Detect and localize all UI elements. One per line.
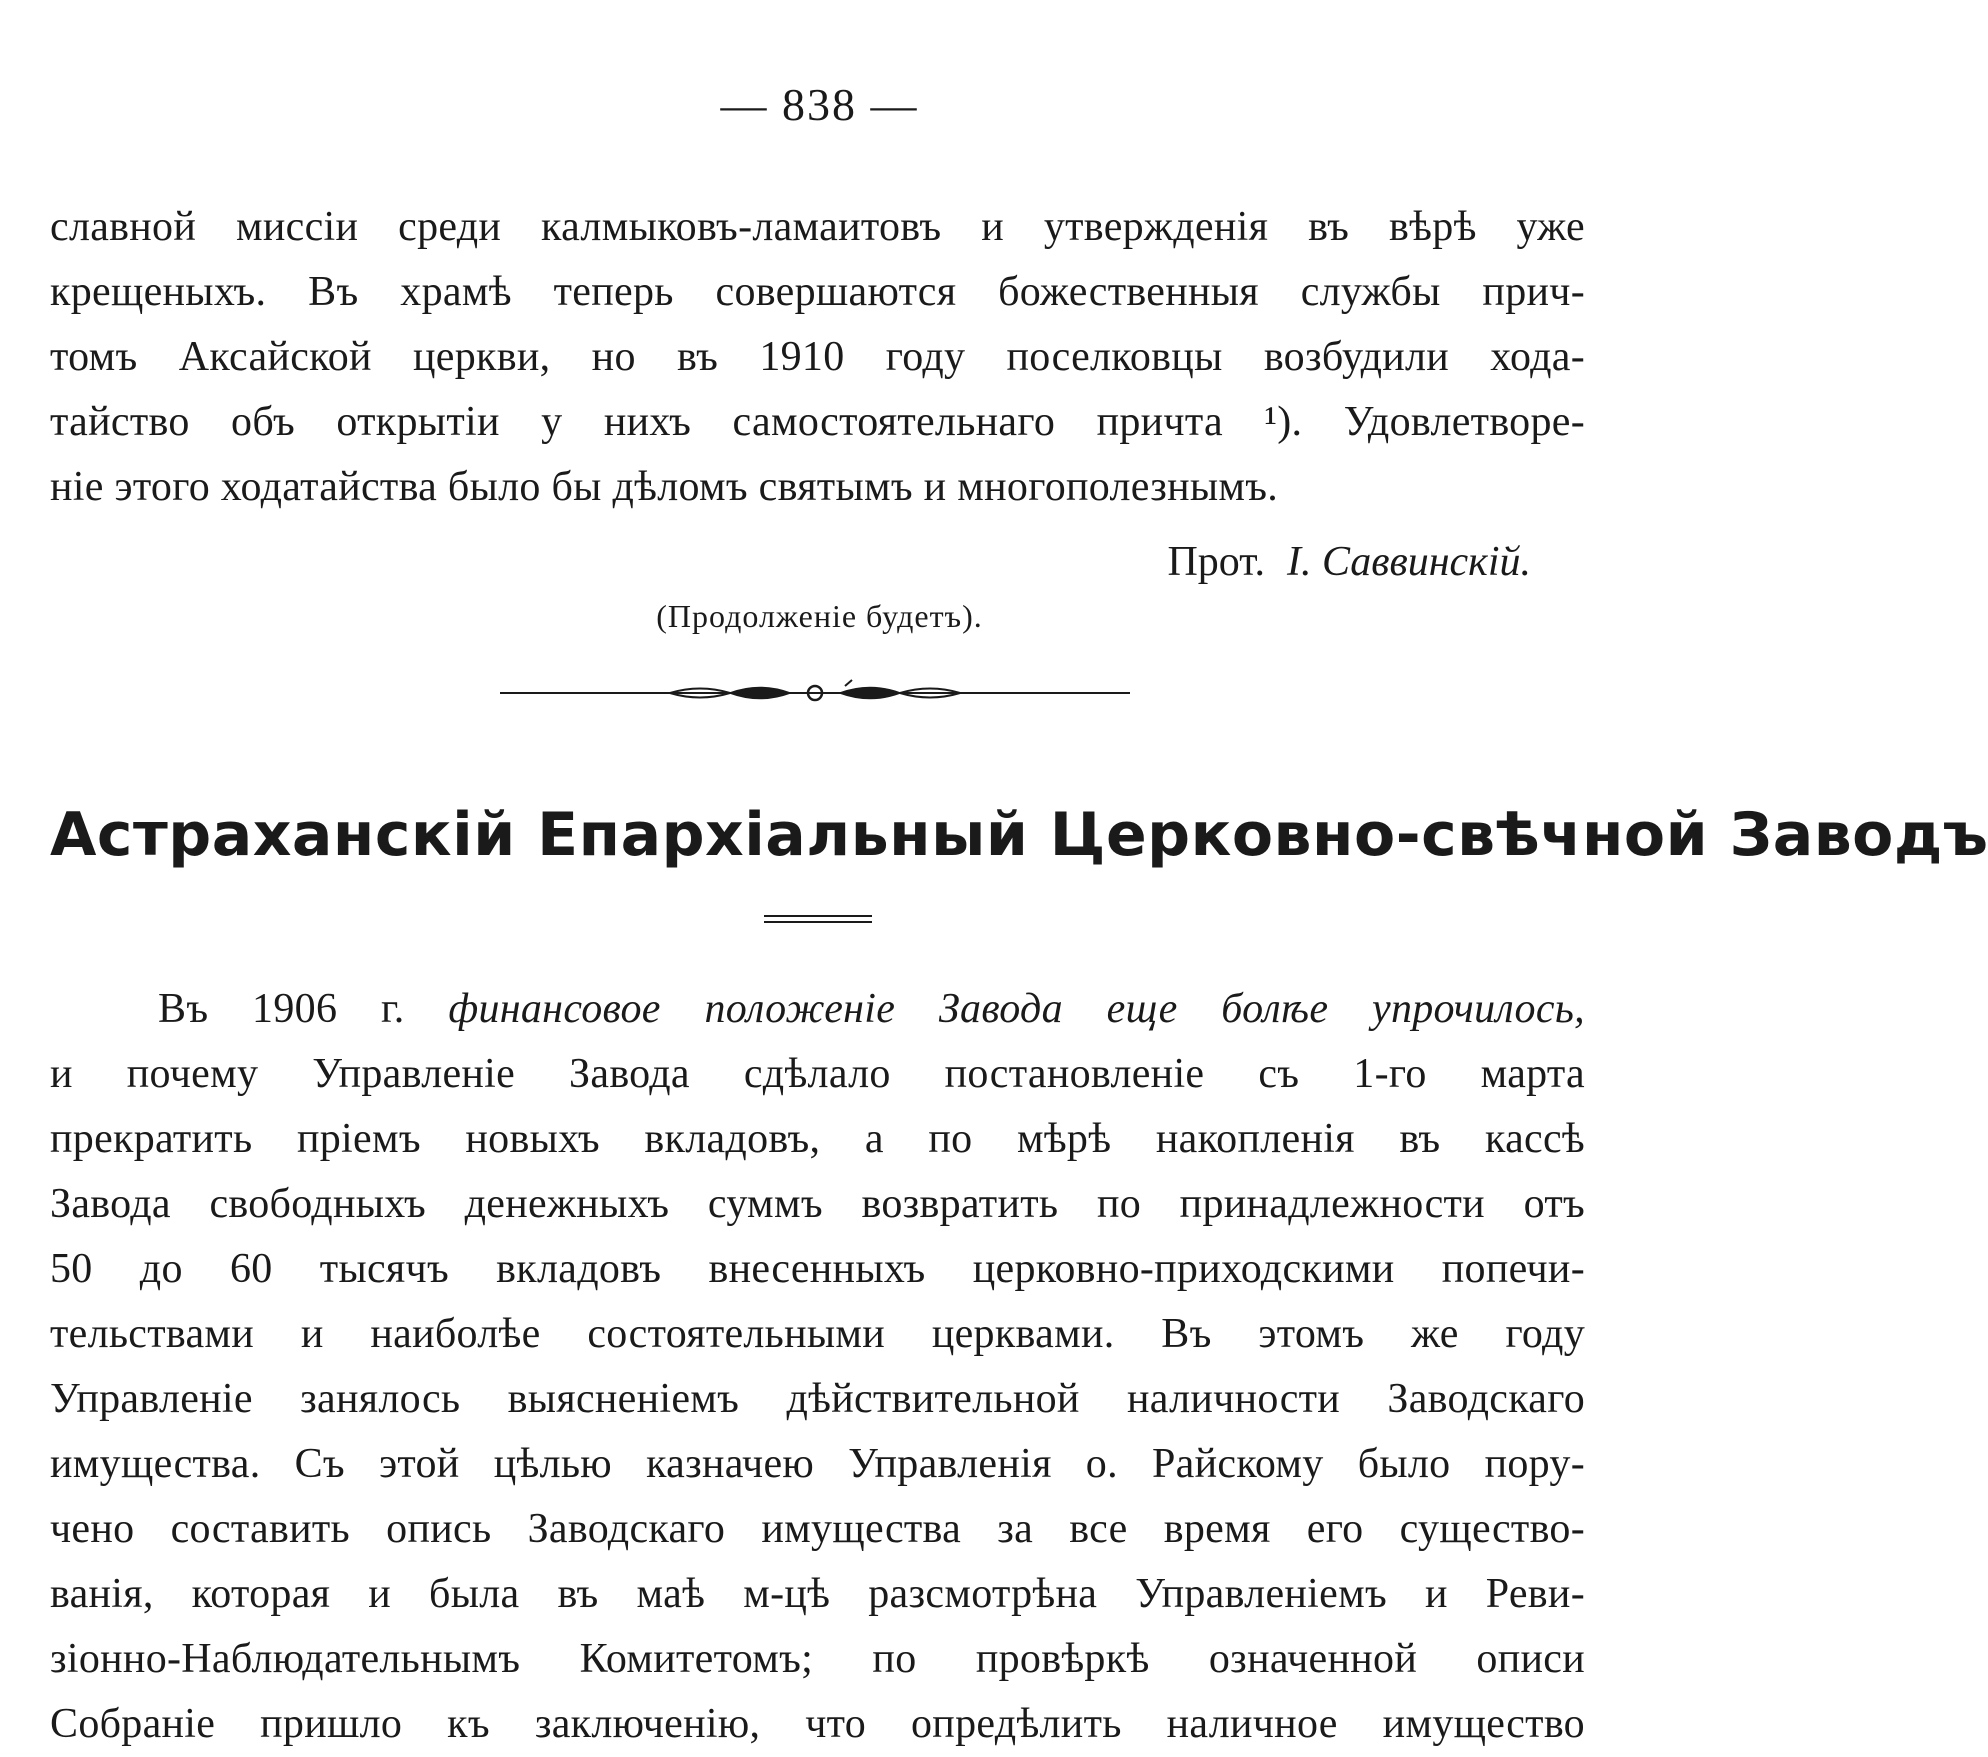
page-number: — 838 — — [720, 79, 919, 130]
paragraph-line: и почему Управленіе Завода сдѣлало постановленіе съ 1-го марта — [50, 1051, 1585, 1097]
continuation-note: (Продолженіе будетъ). — [656, 598, 983, 634]
section-paragraph — [50, 977, 1585, 1757]
paragraph-line: томъ Аксайской церкви, но въ 1910 году поселковцы возбудили хода- — [50, 334, 1585, 380]
paragraph-first-line — [50, 977, 1585, 1042]
paragraph-line: крещеныхъ. Въ храмѣ теперь совершаются божественныя службы прич- — [50, 269, 1585, 315]
ornament-divider — [500, 680, 1130, 704]
paragraph-line: ванія, которая и была въ маѣ м-цѣ разсмотрѣна Управленіемъ и Реви- — [50, 1571, 1585, 1617]
paragraph-line: тельствами и наиболѣе состоятельными церквами. Въ этомъ же году — [50, 1311, 1585, 1357]
paragraph-lead-italic: финансовое положеніе Завода еще болѣе упрочилось, — [448, 986, 1585, 1032]
paragraph-line: Завода свободныхъ денежныхъ суммъ возвратить по принадлежности отъ — [50, 1181, 1585, 1227]
paragraph-line: имущества. Съ этой цѣлью казначею Управленія о. Райскому было пору- — [50, 1441, 1585, 1487]
section-title: Астраханскій Епархіальный Церковно-свѣчной Заводъ — [50, 800, 1988, 870]
signature-prefix: Прот. — [1167, 539, 1265, 585]
signature — [1167, 538, 1531, 586]
paragraph-line: прекратить пріемъ новыхъ вкладовъ, а по мѣрѣ накопленія въ кассѣ — [50, 1116, 1585, 1162]
title-double-rule — [764, 914, 872, 924]
signature-author: І. Саввинскій. — [1286, 539, 1531, 585]
paragraph-lead: Въ 1906 г. — [158, 986, 405, 1032]
paragraph-line: зіонно-Наблюдательнымъ Комитетомъ; по провѣркѣ означенной описи — [50, 1636, 1585, 1682]
paragraph-line: Управленіе занялось выясненіемъ дѣйствительной наличности Заводскаго — [50, 1376, 1585, 1422]
paragraph-line: славной миссіи среди калмыковъ-ламаитовъ и утвержденія въ вѣрѣ уже — [50, 204, 1585, 250]
paragraph-continued — [50, 195, 1585, 520]
paragraph-line: тайство объ открытіи у нихъ самостоятельнаго причта ¹). Удовлетворе- — [50, 399, 1585, 445]
paragraph-line: чено составить опись Заводскаго имущества за все время его существо- — [50, 1506, 1585, 1552]
paragraph-line: Собраніе пришло къ заключенію, что опредѣлить наличное имущество — [50, 1701, 1585, 1747]
paragraph-line: 50 до 60 тысячъ вкладовъ внесенныхъ церковно-приходскими попечи- — [50, 1246, 1585, 1292]
paragraph-line: ніе этого ходатайства было бы дѣломъ святымъ и многополезнымъ. — [50, 464, 1279, 510]
